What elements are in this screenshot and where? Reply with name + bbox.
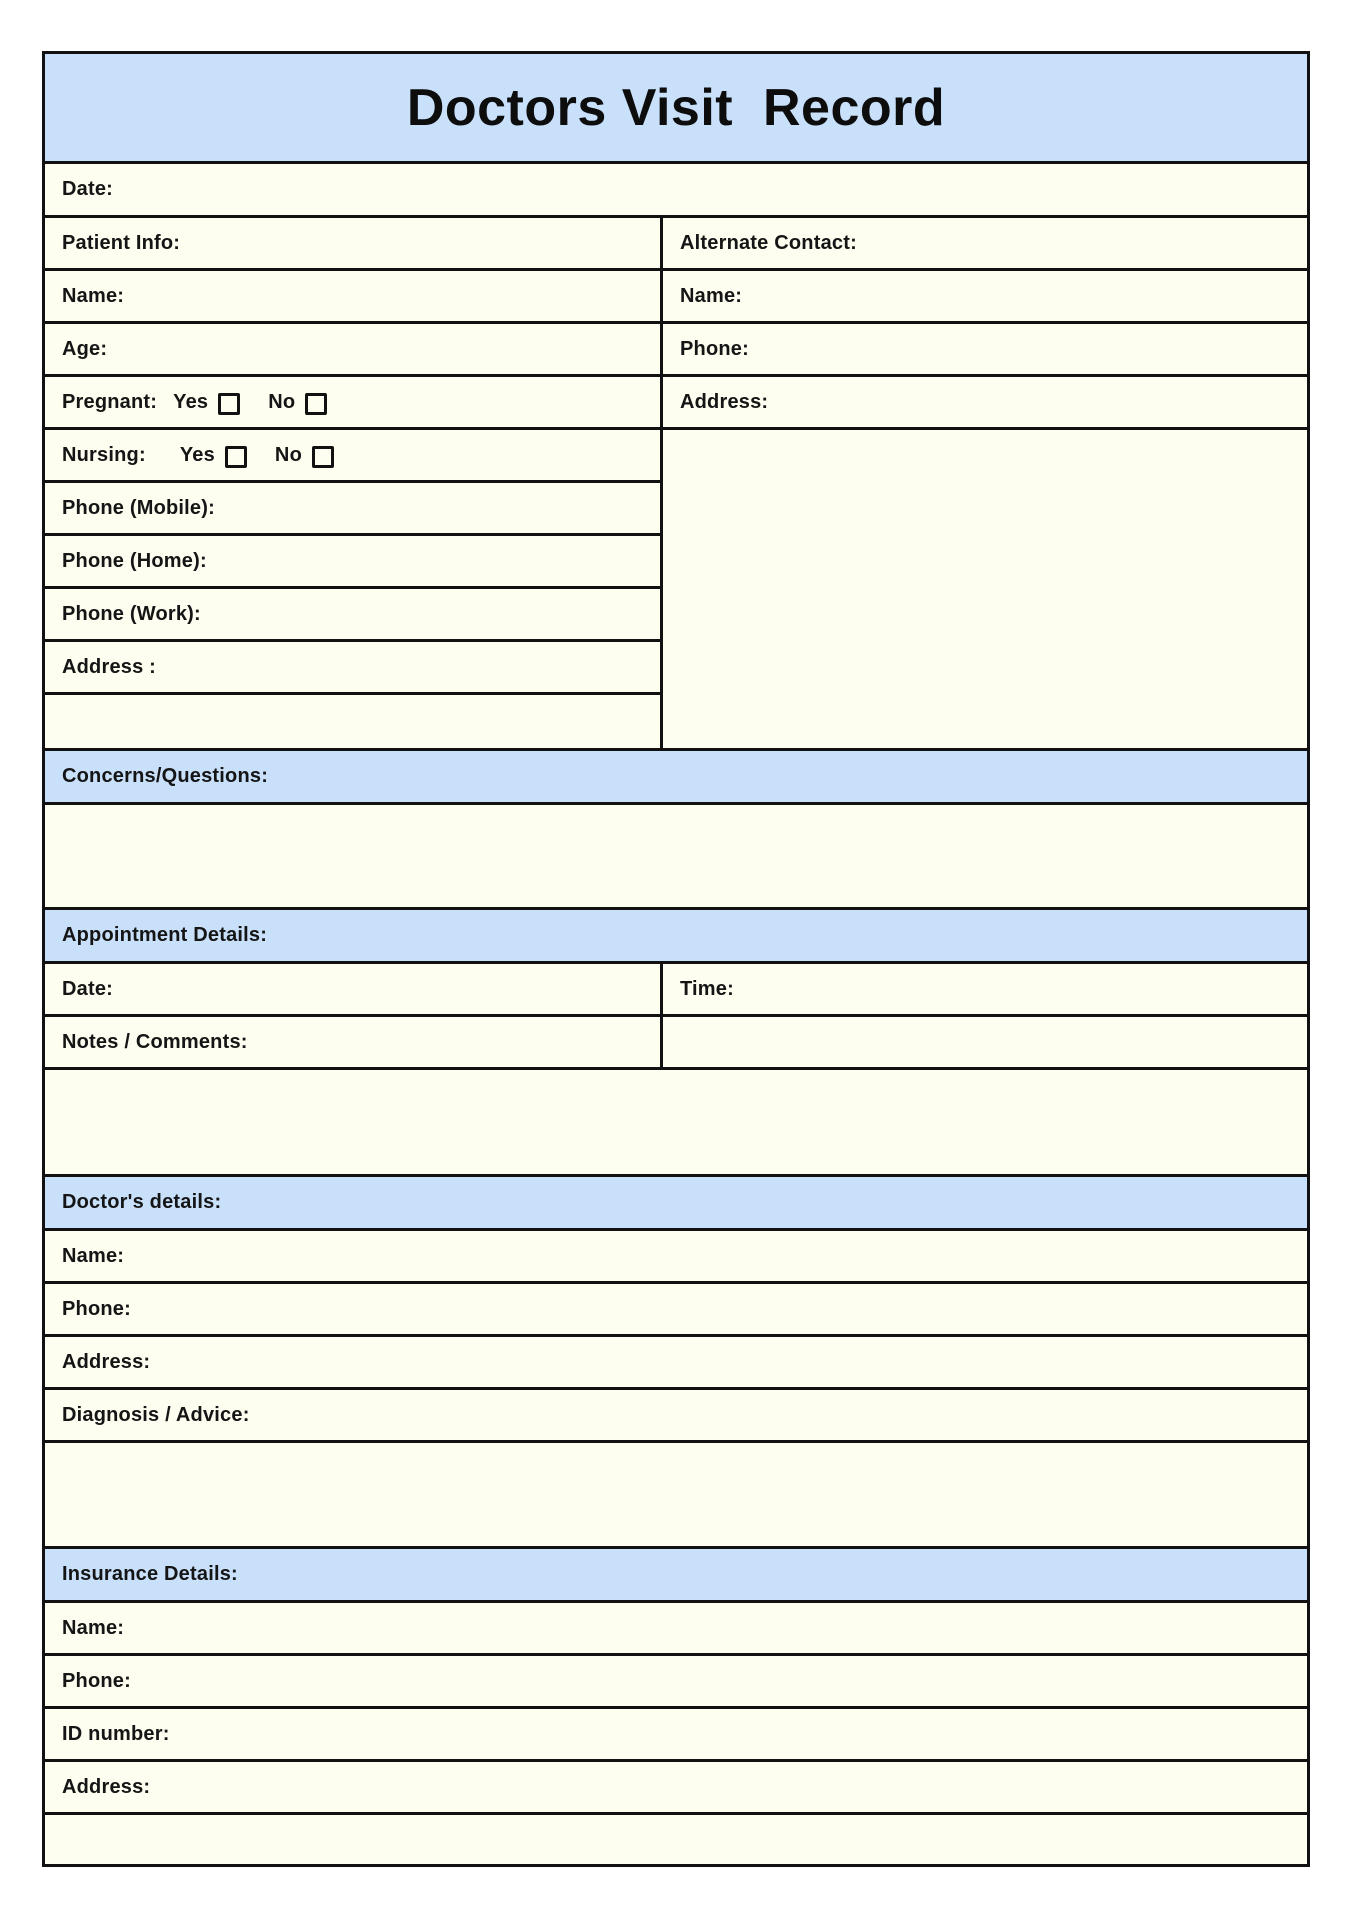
appointment-date-cell[interactable] bbox=[45, 964, 663, 1014]
insurance-address-row[interactable] bbox=[45, 1762, 1307, 1815]
doctors-visit-record-form bbox=[42, 51, 1310, 1867]
insurance-address-label: Address: bbox=[62, 1775, 151, 1798]
insurance-header: Insurance Details: bbox=[62, 1563, 238, 1585]
date-label: Date: bbox=[62, 178, 114, 200]
concerns-header: Concerns/Questions: bbox=[62, 765, 269, 787]
notes-comments-cell[interactable] bbox=[45, 1017, 663, 1067]
appointment-header-band bbox=[45, 910, 1307, 964]
alternate-contact-header-cell bbox=[663, 218, 1307, 271]
title-band bbox=[45, 54, 1307, 164]
date-row[interactable] bbox=[45, 164, 1307, 218]
diagnosis-advice-row[interactable] bbox=[45, 1390, 1307, 1443]
insurance-address-fill-area[interactable] bbox=[45, 1815, 1307, 1864]
pregnant-options bbox=[173, 391, 327, 414]
insurance-id-label: ID number: bbox=[62, 1722, 170, 1745]
pregnant-yes-checkbox[interactable] bbox=[218, 393, 240, 415]
pregnant-row[interactable] bbox=[45, 377, 660, 430]
alternate-name-label: Name: bbox=[680, 284, 743, 307]
pregnant-yes-label: Yes bbox=[173, 390, 209, 413]
patient-info-column bbox=[45, 218, 663, 748]
phone-mobile-row[interactable] bbox=[45, 483, 660, 536]
insurance-header-band bbox=[45, 1549, 1307, 1603]
nursing-options bbox=[180, 444, 334, 467]
doctor-address-label: Address: bbox=[62, 1350, 151, 1373]
alternate-contact-column bbox=[663, 218, 1307, 748]
pregnant-no-label: No bbox=[268, 390, 296, 413]
patient-address-row[interactable] bbox=[45, 642, 660, 695]
patient-age-label: Age: bbox=[62, 337, 108, 360]
pregnant-label: Pregnant: bbox=[62, 390, 158, 413]
alternate-address-row[interactable] bbox=[663, 377, 1307, 430]
patient-alternate-section bbox=[45, 218, 1307, 751]
alternate-address-fill-area[interactable] bbox=[663, 430, 1307, 748]
doctor-name-row[interactable] bbox=[45, 1231, 1307, 1284]
page-title: Doctors Visit Record bbox=[406, 78, 946, 137]
doctor-phone-label: Phone: bbox=[62, 1297, 131, 1320]
alternate-contact-header: Alternate Contact: bbox=[680, 231, 857, 254]
phone-home-row[interactable] bbox=[45, 536, 660, 589]
appointment-date-time-row bbox=[45, 964, 1307, 1017]
pregnant-no-checkbox[interactable] bbox=[305, 393, 327, 415]
diagnosis-fill-area[interactable] bbox=[45, 1443, 1307, 1549]
concerns-header-band bbox=[45, 751, 1307, 805]
appointment-date-label: Date: bbox=[62, 977, 114, 1000]
alternate-phone-row[interactable] bbox=[663, 324, 1307, 377]
alternate-name-row[interactable] bbox=[663, 271, 1307, 324]
patient-name-row[interactable] bbox=[45, 271, 660, 324]
notes-fill-area[interactable] bbox=[45, 1070, 1307, 1177]
alternate-address-label: Address: bbox=[680, 390, 769, 413]
appointment-time-label: Time: bbox=[680, 977, 734, 1000]
nursing-no-checkbox[interactable] bbox=[312, 446, 334, 468]
insurance-name-row[interactable] bbox=[45, 1603, 1307, 1656]
phone-work-row[interactable] bbox=[45, 589, 660, 642]
nursing-yes-checkbox[interactable] bbox=[225, 446, 247, 468]
insurance-name-label: Name: bbox=[62, 1616, 125, 1639]
nursing-label: Nursing: bbox=[62, 443, 146, 466]
insurance-phone-label: Phone: bbox=[62, 1669, 131, 1692]
patient-age-row[interactable] bbox=[45, 324, 660, 377]
phone-work-label: Phone (Work): bbox=[62, 602, 201, 625]
doctor-header-band bbox=[45, 1177, 1307, 1231]
patient-info-header: Patient Info: bbox=[62, 231, 181, 254]
phone-home-label: Phone (Home): bbox=[62, 549, 207, 572]
doctor-name-label: Name: bbox=[62, 1244, 125, 1267]
doctor-header: Doctor's details: bbox=[62, 1191, 222, 1213]
insurance-id-row[interactable] bbox=[45, 1709, 1307, 1762]
notes-comments-label: Notes / Comments: bbox=[62, 1030, 248, 1053]
doctor-phone-row[interactable] bbox=[45, 1284, 1307, 1337]
appointment-header: Appointment Details: bbox=[62, 924, 268, 946]
notes-comments-side-cell[interactable] bbox=[663, 1017, 1307, 1067]
insurance-phone-row[interactable] bbox=[45, 1656, 1307, 1709]
nursing-yes-label: Yes bbox=[179, 443, 215, 466]
doctor-address-row[interactable] bbox=[45, 1337, 1307, 1390]
nursing-row[interactable] bbox=[45, 430, 660, 483]
patient-info-header-cell bbox=[45, 218, 660, 271]
patient-name-label: Name: bbox=[62, 284, 125, 307]
alternate-phone-label: Phone: bbox=[680, 337, 749, 360]
concerns-fill-area[interactable] bbox=[45, 805, 1307, 910]
appointment-time-cell[interactable] bbox=[663, 964, 1307, 1014]
nursing-no-label: No bbox=[274, 443, 302, 466]
patient-address-label: Address : bbox=[62, 655, 157, 678]
phone-mobile-label: Phone (Mobile): bbox=[62, 496, 215, 519]
patient-address-fill-area[interactable] bbox=[45, 695, 660, 748]
diagnosis-advice-label: Diagnosis / Advice: bbox=[62, 1403, 250, 1426]
appointment-notes-row bbox=[45, 1017, 1307, 1070]
